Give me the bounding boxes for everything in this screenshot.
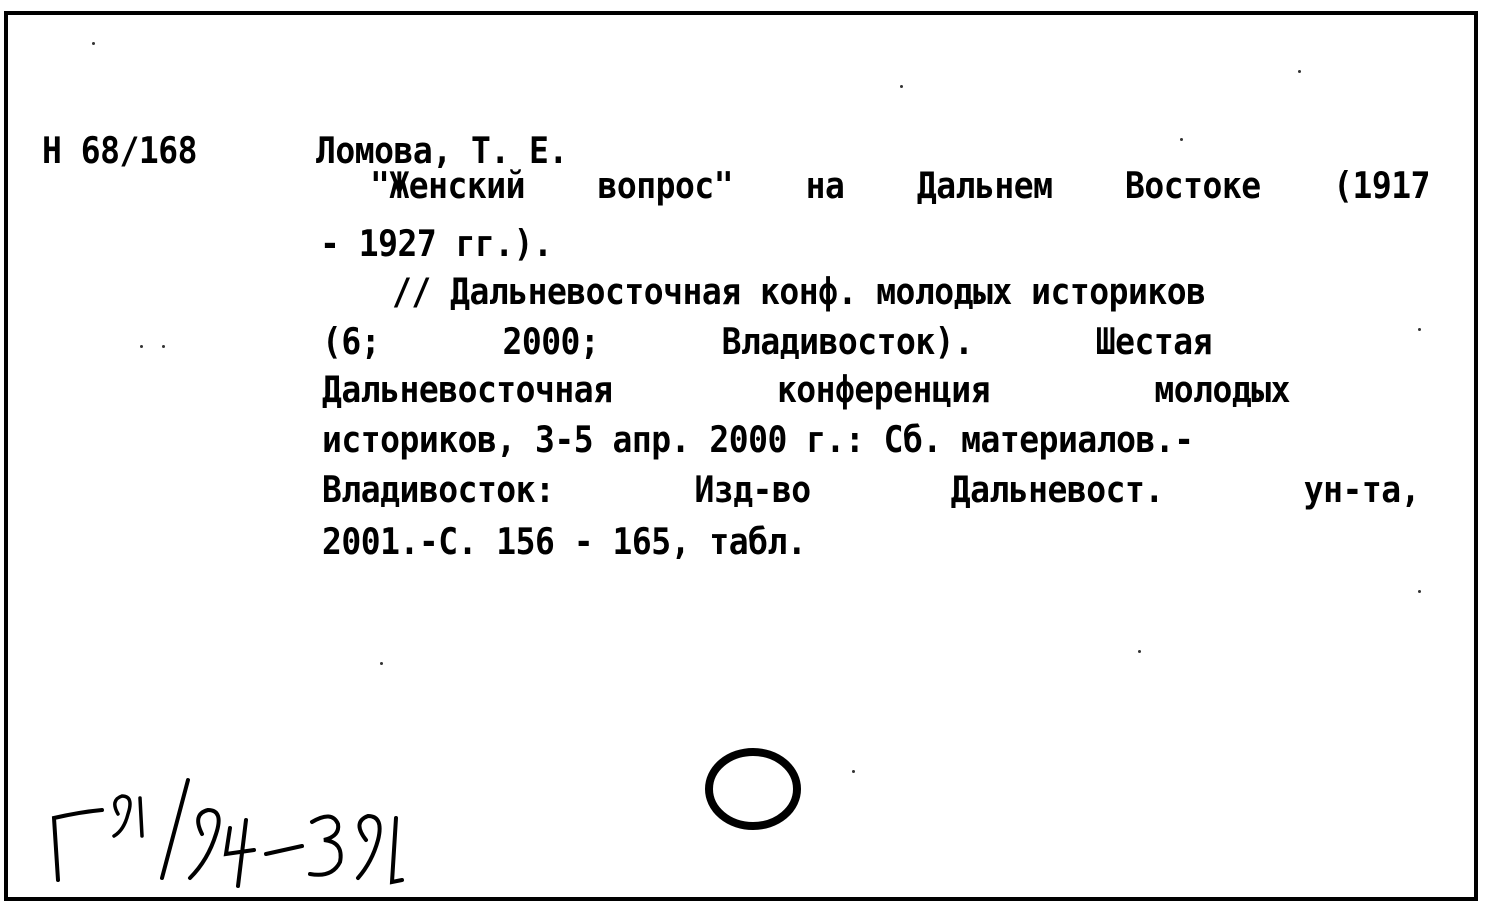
shelf-mark: Н 68/168 [42,129,197,172]
scan-speck [852,770,855,773]
source-word: ун-та, [1303,468,1420,511]
scan-speck [140,345,143,348]
source-word: конференция [776,368,990,411]
source-line-6: 2001.-С. 156 - 165, табл. [322,520,807,563]
scan-speck [1418,328,1421,331]
scan-speck [1298,70,1301,73]
title-line-2: - 1927 гг.). [320,222,553,265]
handwritten-accession-number [40,770,440,890]
source-word: Дальневост. [950,468,1164,511]
author: Ломова, Т. Е. [316,129,568,172]
source-word: молодых [1154,368,1290,411]
source-word: 2000; [502,320,600,363]
title-word: Дальнем [916,164,1053,207]
scan-speck [162,345,165,348]
source-line-4: историков, 3-5 апр. 2000 г.: Сб. материалов.- [322,418,1194,461]
scan-speck [380,662,383,665]
circle-stamp [700,740,810,840]
scan-speck [1418,590,1421,593]
title-word: на [805,164,845,207]
title-word: (1917 [1333,164,1430,207]
source-line-1: // Дальневосточная конф. молодых историков [392,270,1206,313]
title-word: Востоке [1124,164,1261,207]
title-word: "Женский [370,164,525,207]
source-line-5 [322,468,1420,511]
source-word: Владивосток). [721,320,974,363]
source-word: Шестая [1095,320,1212,363]
source-line-2 [322,320,1212,363]
source-word: (6; [322,320,381,363]
source-word: Дальневосточная [322,368,613,411]
title-line-1 [370,164,1430,207]
title-word: вопрос" [597,164,734,207]
source-word: Изд-во [694,468,811,511]
scan-speck [900,85,903,88]
scan-speck [1138,650,1141,653]
scan-speck [92,42,95,45]
source-word: Владивосток: [322,468,555,511]
source-line-3 [322,368,1290,411]
scan-speck [1180,138,1183,141]
